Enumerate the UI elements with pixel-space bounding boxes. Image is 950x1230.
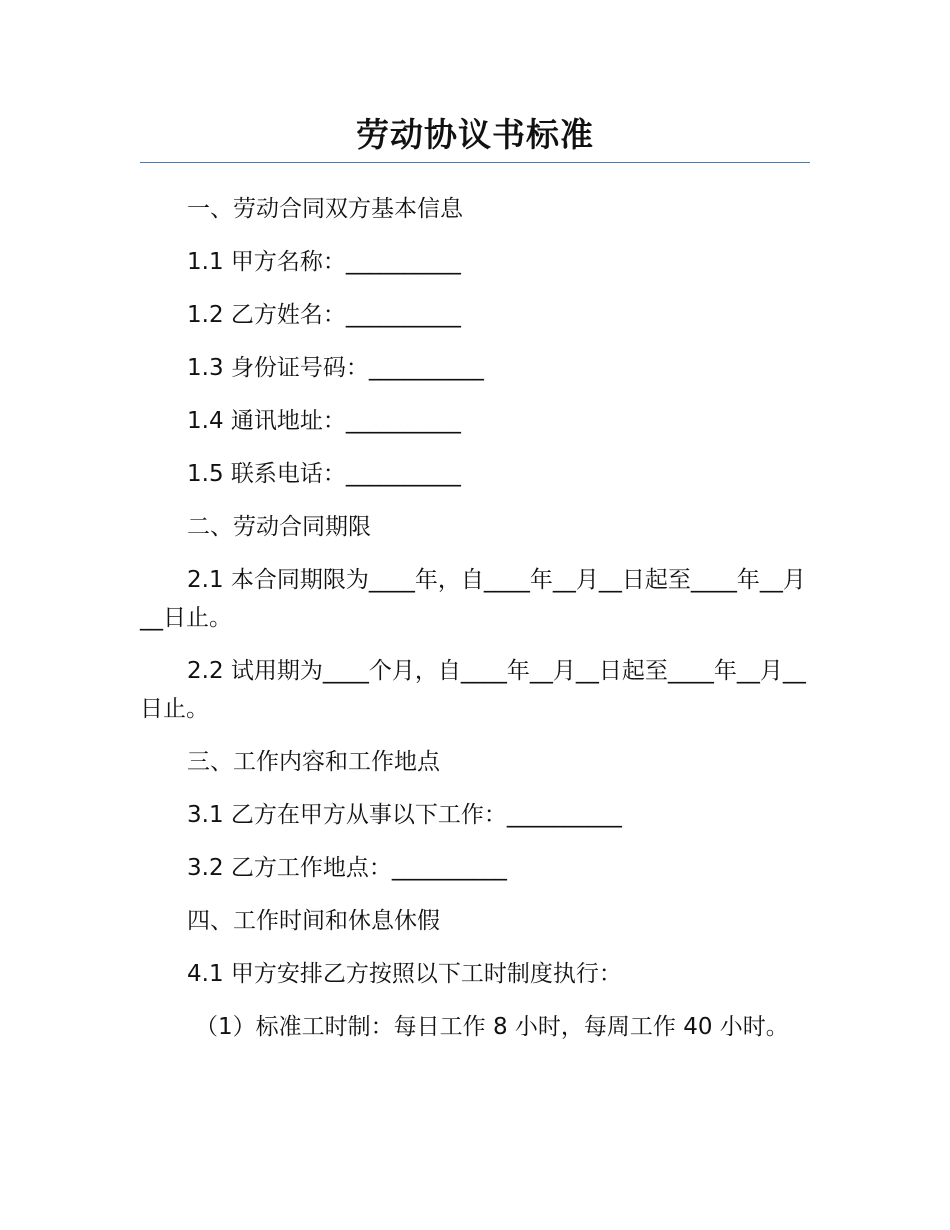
clause-1-3: 1.3 身份证号码：__________ (187, 355, 484, 381)
clause-4-1: 4.1 甲方安排乙方按照以下工时制度执行： (187, 961, 622, 987)
clause-1-4: 1.4 通讯地址：__________ (187, 408, 461, 434)
document-page (140, 0, 810, 1230)
clause-4-1-item-1: （1）标准工时制：每日工作 8 小时，每周工作 40 小时。 (195, 1014, 789, 1040)
section-heading-1: 一、劳动合同双方基本信息 (187, 196, 463, 222)
title-underline (140, 162, 810, 163)
clause-1-2: 1.2 乙方姓名：__________ (187, 302, 461, 328)
clause-3-1: 3.1 乙方在甲方从事以下工作：__________ (187, 802, 622, 828)
document-body (140, 190, 810, 1061)
section-heading-3: 三、工作内容和工作地点 (187, 749, 440, 775)
clause-1-5: 1.5 联系电话：__________ (187, 461, 461, 487)
section-heading-2: 二、劳动合同期限 (187, 514, 371, 540)
clause-2-1: 2.1 本合同期限为____年，自____年__月__日起至____年__月__日止。 (140, 567, 806, 631)
clause-3-2: 3.2 乙方工作地点：__________ (187, 855, 507, 881)
section-heading-4: 四、工作时间和休息休假 (187, 908, 440, 934)
document-title: 劳动协议书标准 (356, 115, 594, 154)
clause-1-1: 1.1 甲方名称：__________ (187, 249, 461, 275)
clause-2-2: 2.2 试用期为____个月，自____年__月__日起至____年__月__日止。 (140, 658, 806, 722)
